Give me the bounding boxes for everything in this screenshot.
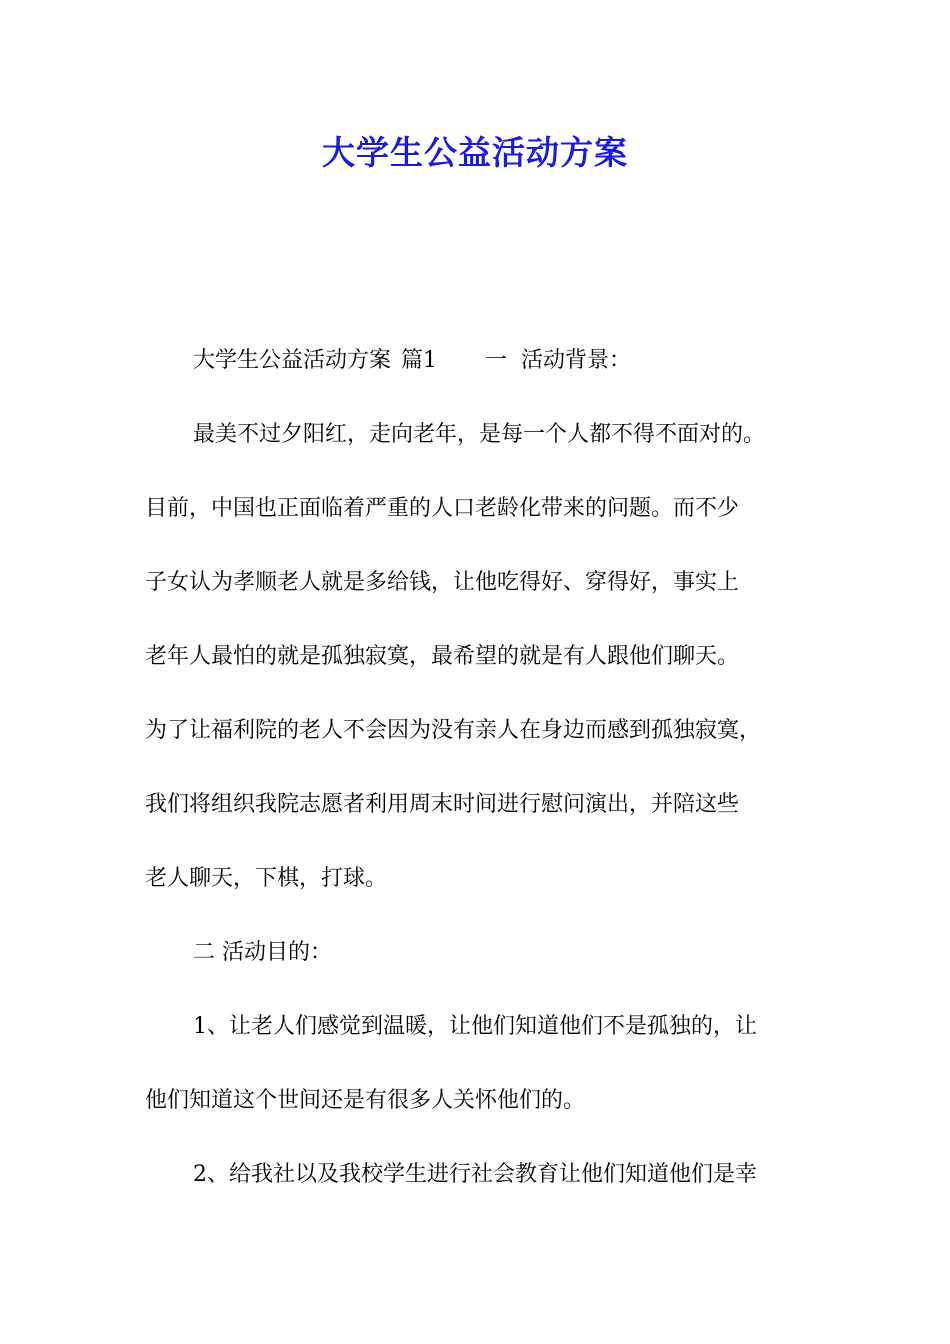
heading-part-number: 篇1: [401, 348, 438, 373]
paragraph-line: 最美不过夕阳红，走向老年，是每一个人都不得不面对的。: [193, 422, 766, 447]
heading-part-label: 活动背景：: [521, 348, 632, 373]
paragraph-line: 目前，中国也正面临着严重的人口老龄化带来的问题。而不少: [145, 496, 740, 521]
heading-part-title: 大学生公益活动方案: [193, 348, 392, 373]
paragraph-line: 2、给我社以及我校学生进行社会教育让他们知道他们是幸: [193, 1162, 757, 1187]
paragraph-line: 1、让老人们感觉到温暖，让他们知道他们不是孤独的，让: [193, 1014, 757, 1039]
paragraph-line: 老人聊天，下棋，打球。: [145, 866, 388, 891]
paragraph-line: 我们将组织我院志愿者利用周末时间进行慰问演出，并陪这些: [145, 792, 740, 817]
paragraph-line: 子女认为孝顺老人就是多给钱，让他吃得好、穿得好，事实上: [145, 570, 740, 595]
paragraph-line: 为了让福利院的老人不会因为没有亲人在身边而感到孤独寂寞，: [145, 718, 762, 743]
section-heading: 二 活动目的：: [193, 940, 332, 965]
document-title: 大学生公益活动方案: [322, 133, 628, 172]
section-heading-line: [193, 344, 631, 378]
paragraph-line: 他们知道这个世间还是有很多人关怀他们的。: [145, 1088, 586, 1113]
heading-part-ordinal: 一: [485, 348, 508, 373]
paragraph-line: 老年人最怕的就是孤独寂寞，最希望的就是有人跟他们聊天。: [145, 644, 740, 669]
